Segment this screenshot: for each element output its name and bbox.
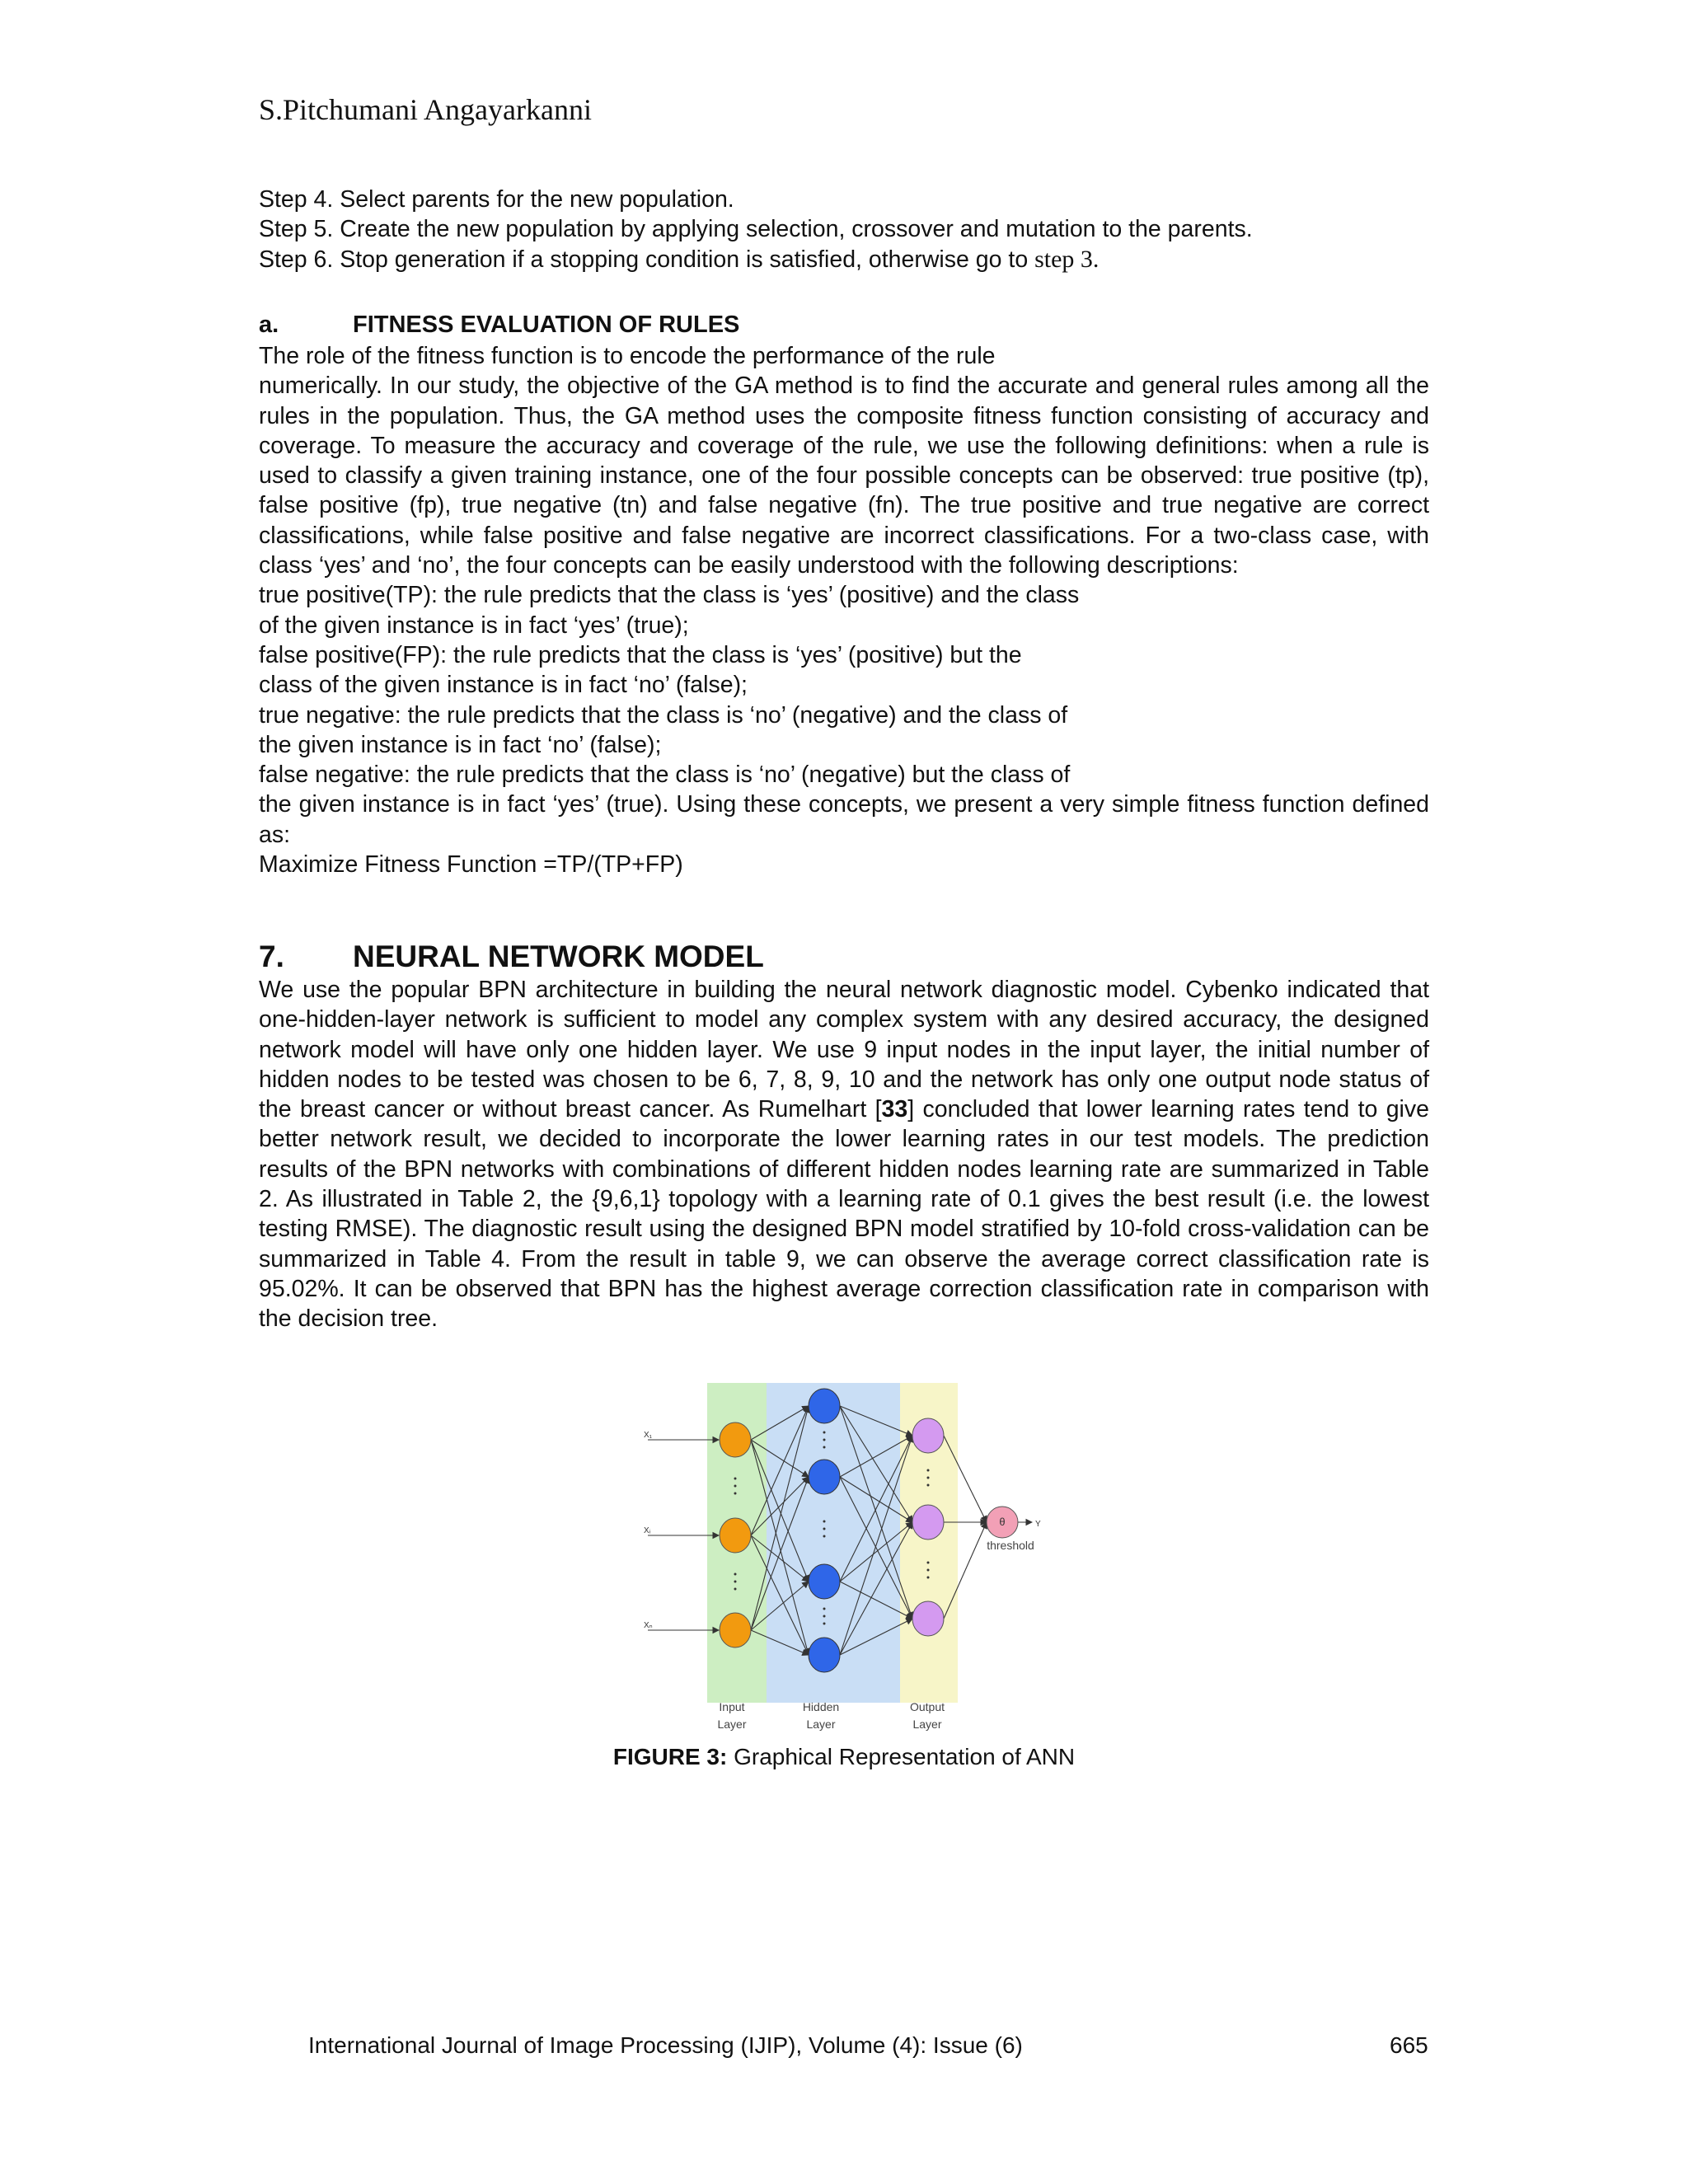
section-7-paragraph bbox=[259, 975, 1429, 1334]
ellipsis-dot bbox=[734, 1493, 737, 1495]
ellipsis-dot bbox=[927, 1569, 930, 1572]
step-6 bbox=[259, 245, 1429, 274]
page-number: 665 bbox=[1390, 2032, 1428, 2058]
ellipsis-dot bbox=[823, 1521, 826, 1523]
section-7-heading bbox=[259, 940, 764, 974]
section-a-number: a. bbox=[259, 312, 279, 338]
ellipsis-dot bbox=[927, 1484, 930, 1487]
ellipsis-dot bbox=[823, 1535, 826, 1538]
threshold-label: threshold bbox=[987, 1539, 1034, 1552]
ellipsis-dot bbox=[734, 1588, 737, 1591]
output-layer-label-2: Layer bbox=[912, 1718, 942, 1731]
citation-ref[interactable]: 33 bbox=[881, 1096, 908, 1123]
definition-line: false positive(FP): the rule predicts that the class is ‘yes’ (positive) but the bbox=[259, 641, 1022, 668]
input-layer-label-2: Layer bbox=[717, 1718, 747, 1731]
figure-caption bbox=[0, 1744, 1688, 1770]
hidden-node bbox=[809, 1564, 840, 1599]
ellipsis-dot bbox=[823, 1608, 826, 1610]
hidden-layer-label-1: Hidden bbox=[802, 1700, 840, 1713]
ellipsis-dot bbox=[823, 1615, 826, 1618]
ellipsis-dot bbox=[823, 1623, 826, 1625]
ellipsis-dot bbox=[927, 1577, 930, 1579]
ellipsis-dot bbox=[927, 1477, 930, 1479]
ellipsis-dot bbox=[927, 1562, 930, 1564]
fitness-formula: Maximize Fitness Function =TP/(TP+FP) bbox=[259, 851, 683, 879]
section-a-lead: The role of the fitness function is to encode the performance of the rule bbox=[259, 343, 996, 369]
section-a-closing: the given instance is in fact ‘yes’ (true). Using these concepts, we present a very simple fitness function defined as: bbox=[259, 791, 1429, 848]
ellipsis-dot bbox=[734, 1485, 737, 1488]
ellipsis-dot bbox=[734, 1478, 737, 1480]
input-label-i: Xᵢ bbox=[644, 1526, 651, 1535]
input-node bbox=[720, 1422, 751, 1457]
step-4: Step 4. Select parents for the new population. bbox=[259, 186, 734, 213]
steps-block bbox=[259, 185, 1429, 274]
output-node bbox=[912, 1505, 944, 1540]
ellipsis-dot bbox=[927, 1469, 930, 1472]
section-7-number: 7. bbox=[259, 940, 284, 973]
input-layer-label-1: Input bbox=[719, 1700, 745, 1713]
hidden-node bbox=[809, 1460, 840, 1494]
theta-symbol: θ bbox=[999, 1516, 1006, 1528]
hidden-layer-label-2: Layer bbox=[806, 1718, 836, 1731]
step-6-tail: step 3. bbox=[1034, 245, 1100, 273]
input-label-n: Xₙ bbox=[644, 1621, 653, 1630]
output-node bbox=[912, 1418, 944, 1453]
figure-caption-text: Graphical Representation of ANN bbox=[727, 1744, 1076, 1769]
footer-journal: International Journal of Image Processing (IJIP), Volume (4): Issue (6) bbox=[308, 2032, 1023, 2058]
input-label-1: X₁ bbox=[644, 1431, 653, 1440]
definition-line: the given instance is in fact ‘no’ (false); bbox=[259, 731, 662, 758]
step-6-text: Step 6. Stop generation if a stopping condition is satisfied, otherwise go to bbox=[259, 246, 1035, 273]
input-node bbox=[720, 1518, 751, 1553]
hidden-node bbox=[809, 1389, 840, 1423]
ellipsis-dot bbox=[734, 1573, 737, 1576]
ellipsis-dot bbox=[734, 1581, 737, 1583]
section-a-heading bbox=[259, 312, 739, 339]
hidden-node bbox=[809, 1638, 840, 1672]
output-node bbox=[912, 1601, 944, 1636]
definition-line: class of the given instance is in fact ‘no’ (false); bbox=[259, 672, 748, 699]
definition-line: true negative: the rule predicts that the class is ‘no’ (negative) and the class of bbox=[259, 701, 1068, 729]
definition-line: of the given instance is in fact ‘yes’ (true); bbox=[259, 612, 689, 639]
definition-line: false negative: the rule predicts that the class is ‘no’ (negative) but the class of bbox=[259, 762, 1071, 789]
section-7-title: NEURAL NETWORK MODEL bbox=[353, 940, 764, 973]
output-layer-label-1: Output bbox=[909, 1700, 945, 1713]
ann-diagram bbox=[635, 1378, 1047, 1741]
section-7-body bbox=[259, 975, 1429, 1334]
output-y-label: Y bbox=[1035, 1520, 1041, 1529]
figure-label: FIGURE 3: bbox=[612, 1744, 728, 1769]
para-part-1: We use the popular BPN architecture in building the neural network diagnostic model. Cybenko indicated that one-hidden-layer network is sufficient to model any complex system with any desired accuracy, the designed network model will have only one hidden layer. We use 9 input nodes in the input layer, the initial number of hidden nodes to be tested was chosen to be 6, 7, 8, 9, 10 and the network has only one output node status of the breast cancer or without breast cancer. As Rumelhart [ bbox=[259, 977, 1429, 1123]
section-a-paragraph: numerically. In our study, the objective of the GA method is to find the accurate and general rules among all the rules in the population. Thus, the GA method uses the composite fitness function consisting of accuracy and coverage. To measure the accuracy and coverage of the rule, we use the following definitions: when a rule is used to classify a given training instance, one of the four possible concepts can be observed: true positive (tp), false positive (fp), true negative (tn) and false negative (fn). The true positive and true negative are correct classifications, while false positive and false negative are incorrect classifications. For a two-class case, with class ‘yes’ and ‘no’, the four concepts can be easily understood with the following descriptions: bbox=[259, 373, 1429, 579]
section-a-title: FITNESS EVALUATION OF RULES bbox=[353, 312, 740, 338]
ellipsis-dot bbox=[823, 1446, 826, 1449]
ellipsis-dot bbox=[823, 1432, 826, 1434]
input-node bbox=[720, 1613, 751, 1647]
section-a-body bbox=[259, 341, 1429, 879]
ellipsis-dot bbox=[823, 1528, 826, 1530]
para-part-2: ] concluded that lower learning rates tend to give better network result, we decided to incorporate the lower learning rates in our test models. The prediction results of the BPN networks with combinations of different hidden nodes learning rate are summarized in Table 2. As illustrated in Table 2, the {9,6,1} topology with a learning rate of 0.1 gives the best result (i.e. the lowest testing RMSE). The diagnostic result using the designed BPN model stratified by 10-fold cross-validation can be summarized in Table 4. From the result in table 9, we can observe the average correct classification rate is 95.02%. It can be observed that BPN has the highest average correction classification rate in comparison with the decision tree. bbox=[259, 1096, 1429, 1333]
step-5: Step 5. Create the new population by applying selection, crossover and mutation to the parents. bbox=[259, 216, 1253, 243]
definition-line: true positive(TP): the rule predicts that the class is ‘yes’ (positive) and the class bbox=[259, 582, 1080, 609]
running-header-author: S.Pitchumani Angayarkanni bbox=[259, 93, 592, 126]
ellipsis-dot bbox=[823, 1439, 826, 1441]
